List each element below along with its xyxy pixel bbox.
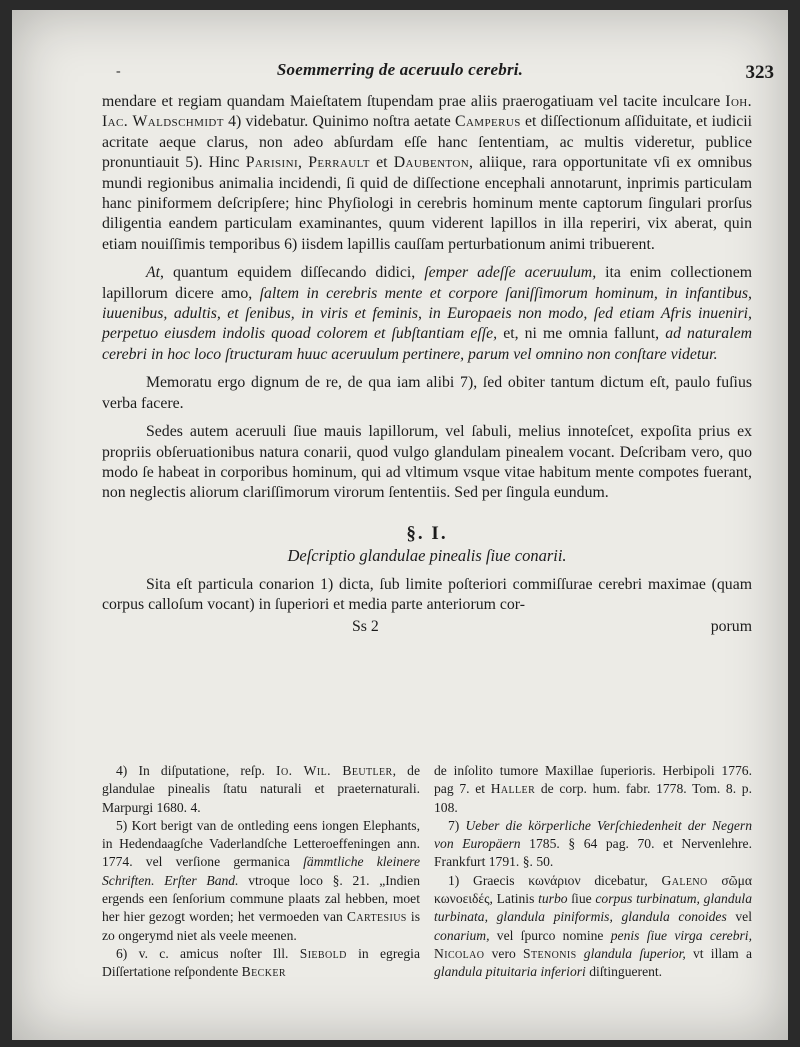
footnotes-left-column [102, 762, 420, 982]
footnote-5: 5) Kort berigt van de ontleding eens iongen Elephants, in Hedendaagſche Vaderlandſche Letteroeffeningen ann. 1774. vel verſione germanica ſämmtliche kleinere Schriften. Erſter Band. vtroque loco §. 21. „Indien ergends een ſenſorium commune plaats zal hebben, moet her hier gezogt worden; het vermoeden van Cartesius is zo ongerymd niet als veele meenen. [102, 817, 420, 943]
book-page [12, 10, 788, 1040]
footnote-6-continued: de inſolito tumore Maxillae ſuperioris. Herbipoli 1776. pag 7. et Haller de corp. hum. fabr. 1778. Tom. 8. p. 108. [434, 763, 752, 815]
author-name: Parisini [245, 154, 299, 172]
signature-mark: Ss 2 [352, 618, 379, 636]
paragraph-4: Sedes autem aceruuli ſiue mauis lapillorum, vel ſabuli, melius innoteſcet, expoſita prius ex propriis obſeruationibus natura conarii, quod vulgo glandulam pinealem vocant. Deſcribam vero, quo modo ſe habeat in corporibus hominum, qui ad vltimum vsque vitae habitum mente compotes fuerant, non neglectis aliorum clariſſimorum virorum ſententiis. Sed per ſingula eundum. [102, 423, 752, 502]
author-name: Camperus [455, 113, 521, 131]
paragraph-5: Sita eſt particula conarion 1) dicta, ſub limite poſteriori commiſſurae cerebri maximae (quam corpus calloſum vocant) in ſuperiori et media parte anteriorum cor- [102, 575, 752, 613]
paragraph-2: At, quantum equidem diſſecando didici, ſemper adeſſe aceruulum, ita enim collectionem lapillorum dicere amo, ſaltem in cerebris mente et corpore ſaniſſimorum hominum, in infantibus, iuuenibus, adultis, et ſenibus, in viris et feminis, in Europaeis non modo, ſed etiam Afris inueniri, perpetuo eiusdem indolis quoad colorem et ſubſtantiam eſſe, et, ni me omnia fallunt, ad naturalem cerebri in hoc loco ſtructuram huuc aceruulum pertinere, parum vel omnino non conſtare videtur. [102, 264, 752, 363]
section-title: Deſcriptio glandulae pinealis ſiue conarii. [287, 546, 567, 566]
catchword: porum [710, 618, 752, 636]
margin-mark: - [116, 64, 121, 79]
signature-line [102, 617, 752, 637]
footnote-7: 7) Ueber die körperliche Verſchiedenheit der Negern von Europäern 1785. § 64 pag. 70. et Nervenlehre. Frankfurt 1791. §. 50. [434, 817, 752, 870]
author-name: Perrault [308, 154, 370, 172]
section-number: §. I. [406, 522, 448, 544]
main-text [102, 92, 752, 638]
footnotes-right-column [434, 762, 752, 982]
running-head: Soemmerring de aceruulo cerebri. [276, 60, 524, 79]
footnote-4: 4) In diſputatione, reſp. Io. Wil. Beutler, de glandulae pinealis ſtatu naturali et praeternaturali. Marpurgi 1680. 4. [102, 763, 420, 815]
paragraph-1: mendare et regiam quandam Maieſtatem ſtupendam prae aliis praerogatiuam vel tacite inculcare Ioh. Iac. Waldschmidt 4) videbatur. Quinimo noſtra aetate Camperus et diſſectionum aſſiduitate, et iudicii acritate aeque clarus, non adeo abſurdam eſſe hanc ſententiam, ac multis videretur, publice pronuntiauit 5). Hinc Parisini, Perrault et Daubenton, aliique, rara opportunitate vſi ex omnibus mundi regionibus animalia incidendi, ſi quid de diſſectione encephali annotarunt, inprimis particulam hanc piniformem deſcripſere; hinc Phyſiologi in cerebris hominum mente captorum ſingulari prorſus diligentia eandem particulam examinantes, quum viderent lapillos in illa reperiri, vix aberat, quin etiam nouiſſimis temporibus 6) iisdem lapillis cauſſam perturbationum animi tribuerent. [102, 93, 753, 253]
footnote-1: 1) Graecis κωνάριον dicebatur, Galeno σῶμα κωνοειδές, Latinis turbo ſiue corpus turbinatum, glandula turbinata, glandula piniformis, glandula conoides vel conarium, vel ſpurco nomine penis ſiue virga cerebri, Nicolao vero Stenonis glandula ſuperior, vt illam a glandula pituitaria inferiori diſtinguerent. [434, 872, 752, 980]
page-number: 323 [745, 62, 774, 83]
footnotes [102, 762, 752, 982]
author-name: Daubenton [393, 154, 470, 172]
author-name: Ioh. Iac. Waldschmidt [102, 93, 752, 131]
paragraph-3: Memoratu ergo dignum de re, de qua iam alibi 7), ſed obiter tantum dictum eſt, paulo fuſius verba facere. [102, 374, 752, 412]
footnote-6: 6) v. c. amicus noſter Ill. Siebold in egregia Diſſertatione reſpondente Becker [102, 945, 420, 980]
